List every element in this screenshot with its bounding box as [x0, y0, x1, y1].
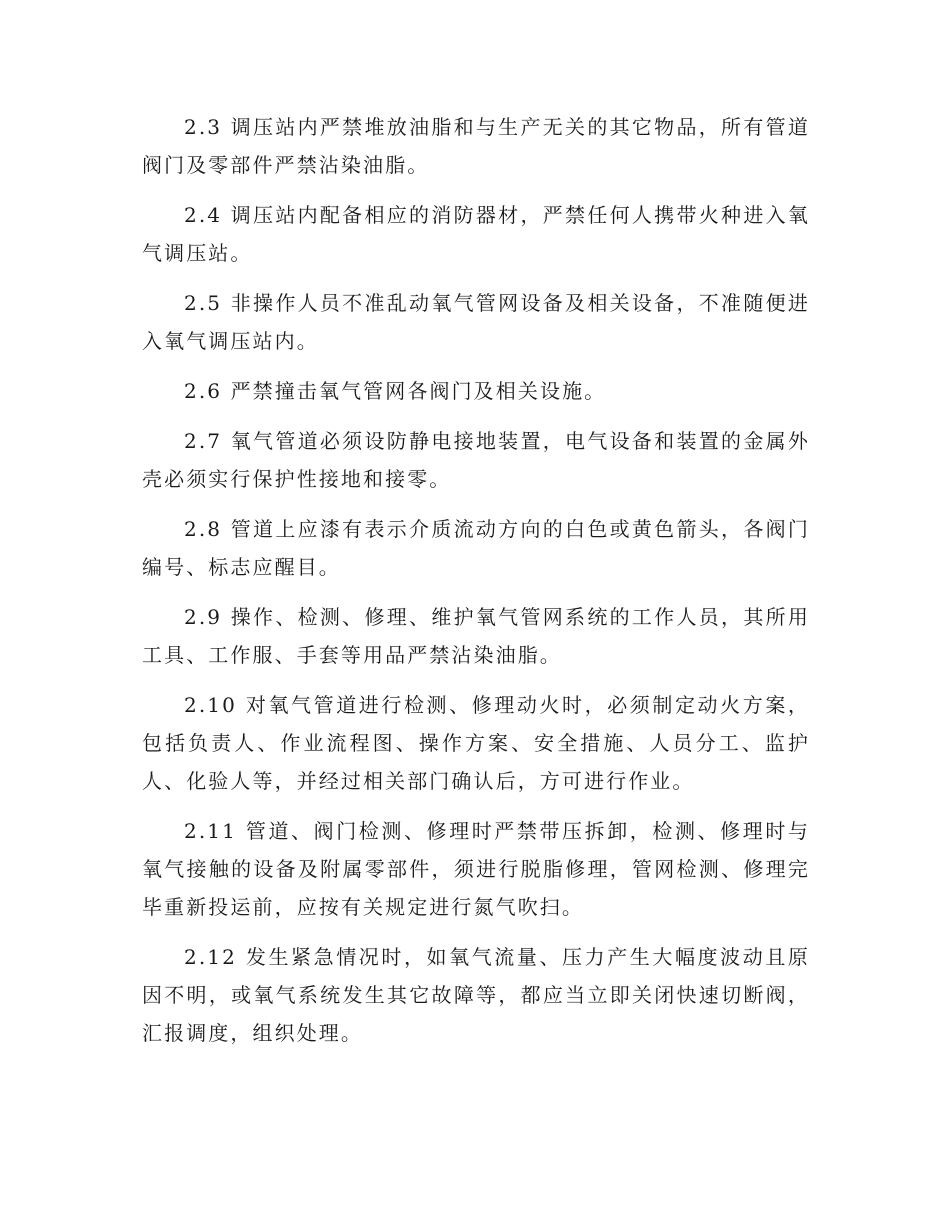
- paragraph-2-9: 2.9 操作、检测、修理、维护氧气管网系统的工作人员，其所用工具、工作服、手套等用品严禁沾染油脂。: [142, 605, 810, 667]
- paragraph-2-12: 2.12 发生紧急情况时，如氧气流量、压力产生大幅度波动且原因不明，或氧气系统发生其它故障等，都应当立即关闭快速切断阀，汇报调度，组织处理。: [142, 945, 810, 1045]
- paragraph-2-6: 2.6 严禁撞击氧气管网各阀门及相关设施。: [184, 379, 607, 403]
- paragraph-2-4: 2.4 调压站内配备相应的消防器材，严禁任何人携带火种进入氧气调压站。: [142, 203, 810, 265]
- document-body: [142, 108, 810, 1064]
- paragraph-2-7: 2.7 氧气管道必须设防静电接地装置，电气设备和装置的金属外壳必须实行保护性接地和接零。: [142, 429, 810, 491]
- paragraph-2-3: 2.3 调压站内严禁堆放油脂和与生产无关的其它物品，所有管道阀门及零部件严禁沾染油脂。: [142, 115, 810, 177]
- paragraph-2-10: 2.10 对氧气管道进行检测、修理动火时，必须制定动火方案，包括负责人、作业流程图、操作方案、安全措施、人员分工、监护人、化验人等，并经过相关部门确认后，方可进行作业。: [142, 693, 810, 793]
- paragraph-2-11: 2.11 管道、阀门检测、修理时严禁带压拆卸，检测、修理时与氧气接触的设备及附属零部件，须进行脱脂修理，管网检测、修理完毕重新投运前，应按有关规定进行氮气吹扫。: [142, 819, 810, 919]
- paragraph-2-8: 2.8 管道上应漆有表示介质流动方向的白色或黄色箭头，各阀门编号、标志应醒目。: [142, 517, 810, 579]
- paragraph-2-5: 2.5 非操作人员不准乱动氧气管网设备及相关设备，不准随便进入氧气调压站内。: [142, 291, 810, 353]
